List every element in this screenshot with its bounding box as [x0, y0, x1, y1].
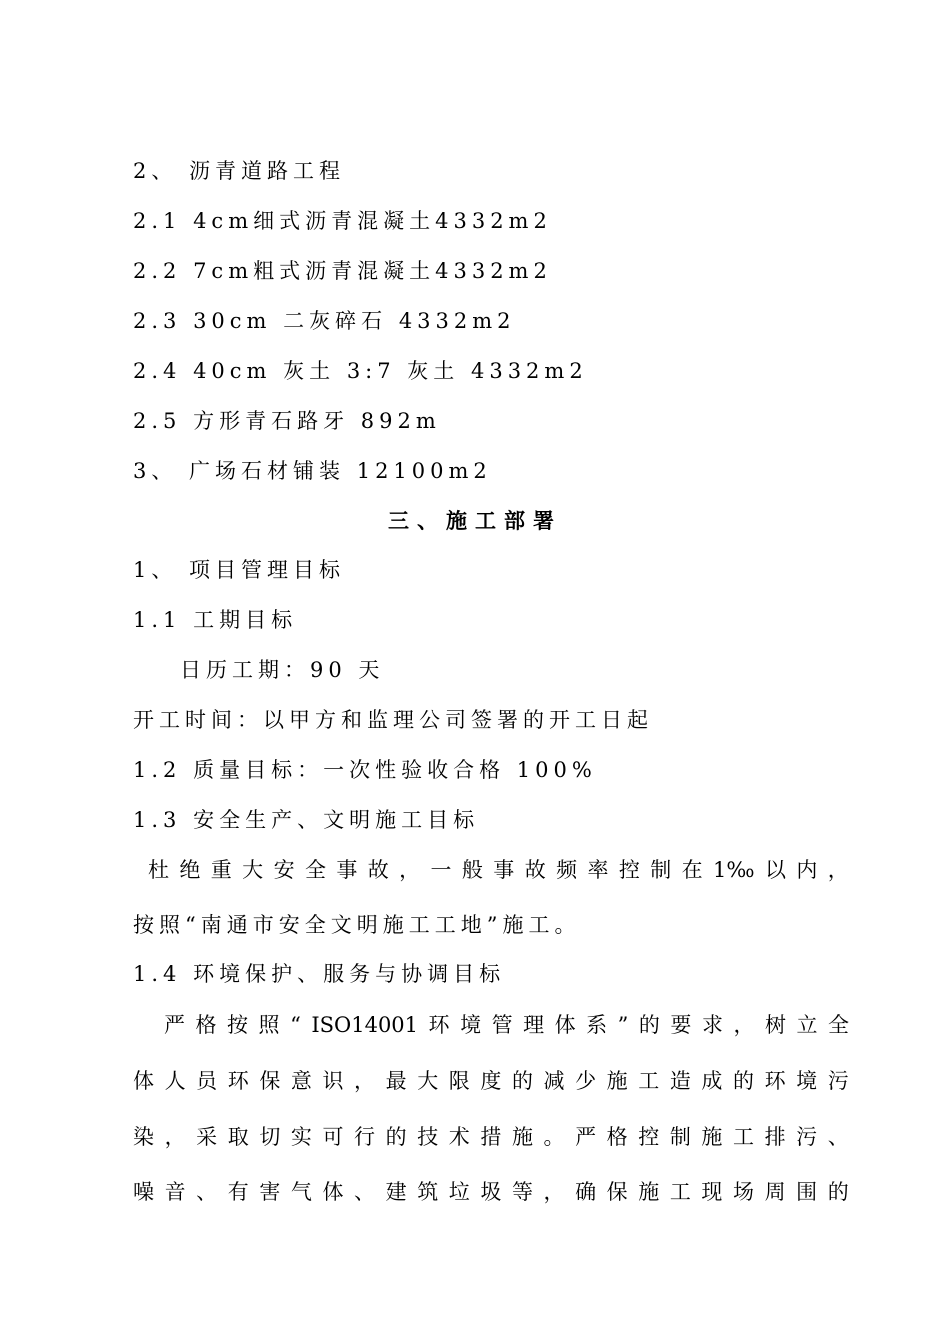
glyph: 内: [796, 858, 818, 882]
glyph: 围: [796, 1180, 818, 1204]
item-1-2-quality-goal: 1.2 质量目标：一次性验收合格 100%: [133, 758, 597, 782]
glyph: 按: [227, 1013, 249, 1037]
glyph: 圾: [480, 1180, 502, 1204]
glyph: ”: [617, 1013, 629, 1037]
glyph: 事: [336, 858, 358, 882]
glyph: 、: [827, 1125, 849, 1149]
glyph: ISO14001: [311, 1013, 419, 1037]
env-paragraph-line-3: [133, 1123, 849, 1151]
glyph: 切: [259, 1125, 281, 1149]
glyph: 系: [586, 1013, 608, 1037]
glyph: ，: [399, 858, 421, 882]
glyph: 实: [290, 1125, 312, 1149]
glyph: 噪: [133, 1180, 154, 1204]
glyph: 频: [556, 858, 578, 882]
item-2-5: 2.5 方形青石路牙 892m: [133, 409, 441, 433]
glyph: 环: [227, 1069, 249, 1093]
glyph: 事: [493, 858, 515, 882]
glyph: 故: [524, 858, 546, 882]
calendar-duration: 日历工期：90 天: [180, 658, 385, 682]
section-heading: 三、施工部署: [388, 508, 562, 533]
glyph: 工: [638, 1069, 660, 1093]
glyph: 、: [196, 1180, 218, 1204]
glyph: 音: [164, 1180, 186, 1204]
glyph: 污: [827, 1069, 849, 1093]
glyph: 有: [227, 1180, 249, 1204]
glyph: 少: [575, 1069, 597, 1093]
glyph: 采: [196, 1125, 218, 1149]
glyph: 现: [701, 1180, 723, 1204]
item-3-plaza-paving: 3、 广场石材铺装 12100m2: [133, 459, 492, 483]
glyph: 格: [195, 1013, 217, 1037]
glyph: 技: [417, 1125, 439, 1149]
glyph: ，: [354, 1069, 376, 1093]
glyph: 保: [259, 1069, 281, 1093]
env-paragraph-line-1: [164, 1011, 849, 1039]
glyph: 周: [764, 1180, 786, 1204]
glyph: 成: [701, 1069, 723, 1093]
glyph: 1‰: [713, 858, 755, 882]
glyph: 施: [701, 1125, 723, 1149]
env-paragraph-line-2: [133, 1067, 849, 1095]
glyph: 境: [796, 1069, 818, 1093]
glyph: 染: [133, 1125, 154, 1149]
glyph: 可: [322, 1125, 344, 1149]
glyph: 环: [428, 1013, 450, 1037]
item-1-3-safety-goal: 1.3 安全生产、文明施工目标: [133, 808, 480, 832]
glyph: 重: [210, 858, 232, 882]
glyph: 识: [322, 1069, 344, 1093]
item-1-1-schedule-goal: 1.1 工期目标: [133, 608, 298, 632]
glyph: 工: [669, 1180, 691, 1204]
glyph: 大: [417, 1069, 439, 1093]
glyph: 意: [290, 1069, 312, 1093]
glyph: 安: [273, 858, 295, 882]
glyph: ，: [164, 1125, 186, 1149]
glyph: 术: [448, 1125, 470, 1149]
item-1-management-goals: 1、 项目管理目标: [133, 558, 346, 582]
glyph: 度: [480, 1069, 502, 1093]
glyph: 立: [796, 1013, 818, 1037]
glyph: 严: [575, 1125, 597, 1149]
glyph: 取: [227, 1125, 249, 1149]
item-2-3: 2.3 30cm 二灰碎石 4332m2: [133, 309, 516, 333]
start-time: 开工时间：以甲方和监理公司签署的开工日起: [133, 708, 653, 732]
glyph: 故: [367, 858, 389, 882]
glyph: 全: [304, 858, 326, 882]
glyph: 建: [385, 1180, 407, 1204]
glyph: 员: [196, 1069, 218, 1093]
glyph: 在: [681, 858, 703, 882]
glyph: 体: [322, 1180, 344, 1204]
glyph: 排: [764, 1125, 786, 1149]
glyph: 施: [638, 1180, 660, 1204]
glyph: 格: [606, 1125, 628, 1149]
glyph: 大: [242, 858, 264, 882]
glyph: 求: [701, 1013, 723, 1037]
glyph: 垃: [448, 1180, 470, 1204]
glyph: 制: [650, 858, 672, 882]
glyph: 要: [670, 1013, 692, 1037]
glyph: 造: [669, 1069, 691, 1093]
glyph: ，: [827, 858, 849, 882]
glyph: 最: [385, 1069, 407, 1093]
glyph: 施: [606, 1069, 628, 1093]
glyph: 的: [511, 1069, 533, 1093]
glyph: 以: [764, 858, 786, 882]
glyph: 的: [827, 1180, 849, 1204]
glyph: 施: [511, 1125, 533, 1149]
glyph: 全: [828, 1013, 849, 1037]
safety-paragraph-line-2: 按照“南通市安全文明施工工地”施工。: [133, 913, 581, 937]
glyph: 环: [764, 1069, 786, 1093]
glyph: 境: [460, 1013, 482, 1037]
item-2-asphalt-road: 2、 沥青道路工程: [133, 159, 346, 183]
glyph: 率: [587, 858, 609, 882]
item-2-2: 2.2 7cm粗式沥青混凝土4332m2: [133, 259, 552, 283]
glyph: 杜: [148, 858, 169, 882]
glyph: 体: [554, 1013, 576, 1037]
glyph: 气: [290, 1180, 312, 1204]
glyph: 场: [732, 1180, 754, 1204]
glyph: 一: [430, 858, 452, 882]
glyph: 污: [796, 1125, 818, 1149]
item-2-4: 2.4 40cm 灰土 3:7 灰土 4332m2: [133, 359, 588, 383]
glyph: 的: [732, 1069, 754, 1093]
glyph: 人: [164, 1069, 186, 1093]
glyph: 理: [523, 1013, 545, 1037]
glyph: 控: [618, 858, 640, 882]
glyph: ，: [543, 1180, 565, 1204]
glyph: 。: [543, 1125, 565, 1149]
glyph: 害: [259, 1180, 281, 1204]
glyph: 的: [638, 1013, 660, 1037]
glyph: 措: [480, 1125, 502, 1149]
glyph: “: [290, 1013, 301, 1037]
item-1-4-environment-goal: 1.4 环境保护、服务与协调目标: [133, 962, 506, 986]
glyph: ，: [733, 1013, 755, 1037]
glyph: 绝: [179, 858, 201, 882]
glyph: 行: [354, 1125, 376, 1149]
glyph: 管: [491, 1013, 513, 1037]
glyph: 减: [543, 1069, 565, 1093]
glyph: 保: [606, 1180, 628, 1204]
glyph: 、: [354, 1180, 376, 1204]
glyph: 的: [385, 1125, 407, 1149]
glyph: 确: [575, 1180, 597, 1204]
glyph: 树: [764, 1013, 786, 1037]
safety-paragraph-line-1: [148, 856, 849, 884]
glyph: 筑: [417, 1180, 439, 1204]
glyph: 体: [133, 1069, 154, 1093]
item-2-1: 2.1 4cm细式沥青混凝土4332m2: [133, 209, 552, 233]
glyph: 严: [164, 1013, 185, 1037]
glyph: 般: [461, 858, 483, 882]
env-paragraph-line-4: [133, 1178, 849, 1206]
glyph: 工: [732, 1125, 754, 1149]
glyph: 控: [638, 1125, 660, 1149]
glyph: 制: [669, 1125, 691, 1149]
glyph: 限: [448, 1069, 470, 1093]
glyph: 等: [511, 1180, 533, 1204]
glyph: 照: [258, 1013, 280, 1037]
